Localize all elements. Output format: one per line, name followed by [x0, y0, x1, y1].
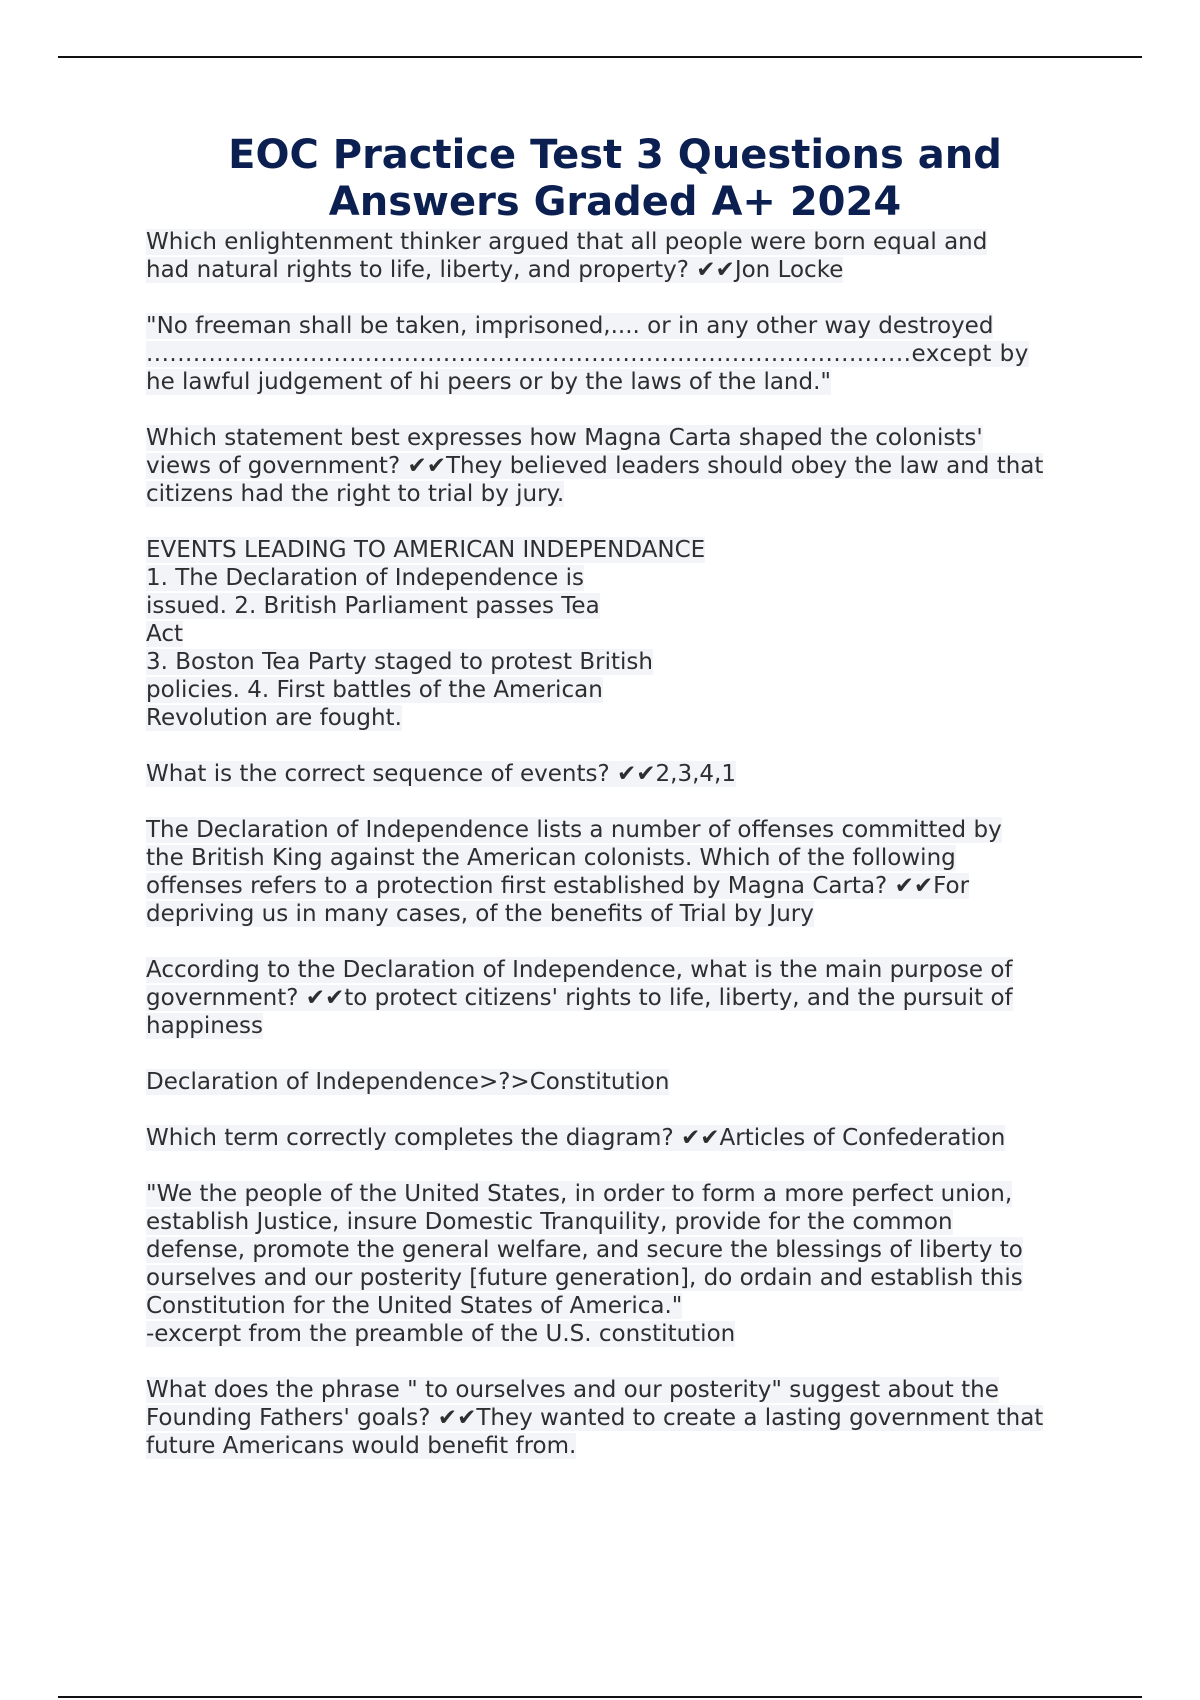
footer-rule [58, 1696, 1142, 1698]
text-line: Constitution for the United States of America." [146, 1293, 683, 1319]
list-item: issued. 2. British Parliament passes Tea [146, 593, 600, 619]
header-rule [58, 56, 1142, 58]
question-block [146, 760, 1106, 788]
question-block [146, 1124, 1106, 1152]
text-line: "No freeman shall be taken, imprisoned,.... or in any other way destroyed [146, 313, 994, 339]
text-line: ourselves and our posterity [future generation], do ordain and establish this [146, 1265, 1023, 1291]
text-line: future Americans would benefit from. [146, 1433, 577, 1459]
list-item: Act [146, 621, 183, 647]
list-item: 3. Boston Tea Party staged to protest British [146, 649, 653, 675]
text-line: ..................................................................................................except by [146, 341, 1029, 367]
text-line: had natural rights to life, liberty, and property? ✔✔Jon Locke [146, 257, 844, 283]
text-line: government? ✔✔to protect citizens' rights to life, liberty, and the pursuit of [146, 985, 1013, 1011]
list-item: policies. 4. First battles of the American [146, 677, 603, 703]
text-line: offenses refers to a protection first established by Magna Carta? ✔✔For [146, 873, 970, 899]
question-block [146, 956, 1106, 1040]
text-line: What is the correct sequence of events? ✔✔2,3,4,1 [146, 761, 736, 787]
text-line: The Declaration of Independence lists a number of offenses committed by [146, 817, 1002, 843]
text-line: Which enlightenment thinker argued that all people were born equal and [146, 229, 988, 255]
section-heading: EVENTS LEADING TO AMERICAN INDEPENDANCE [146, 537, 706, 563]
text-line: citizens had the right to trial by jury. [146, 481, 565, 507]
question-block [146, 228, 1106, 284]
text-line: According to the Declaration of Independence, what is the main purpose of [146, 957, 1013, 983]
text-line: the British King against the American colonists. Which of the following [146, 845, 956, 871]
quote-block [146, 1180, 1106, 1348]
question-block [146, 424, 1106, 508]
diagram-block [146, 1068, 1106, 1096]
text-line: he lawful judgement of hi peers or by the laws of the land." [146, 369, 831, 395]
question-block [146, 816, 1106, 928]
list-item: 1. The Declaration of Independence is [146, 565, 584, 591]
text-line: establish Justice, insure Domestic Tranquility, provide for the common [146, 1209, 953, 1235]
list-item: Revolution are fought. [146, 705, 402, 731]
events-block [146, 536, 1106, 732]
text-line: views of government? ✔✔They believed leaders should obey the law and that [146, 453, 1044, 479]
text-line: What does the phrase " to ourselves and our posterity" suggest about the [146, 1377, 999, 1403]
text-line: "We the people of the United States, in order to form a more perfect union, [146, 1181, 1013, 1207]
title-line: Answers Graded A+ 2024 [328, 179, 902, 225]
text-line: defense, promote the general welfare, and secure the blessings of liberty to [146, 1237, 1023, 1263]
title-line: EOC Practice Test 3 Questions and [228, 132, 1002, 178]
text-line: depriving us in many cases, of the benefits of Trial by Jury [146, 901, 814, 927]
quote-block [146, 312, 1106, 396]
document-body [146, 228, 1106, 1460]
text-line: -excerpt from the preamble of the U.S. constitution [146, 1321, 736, 1347]
document-title [120, 132, 1110, 226]
text-line: Declaration of Independence>?>Constitution [146, 1069, 670, 1095]
question-block [146, 1376, 1106, 1460]
text-line: happiness [146, 1013, 263, 1039]
text-line: Which term correctly completes the diagram? ✔✔Articles of Confederation [146, 1125, 1006, 1151]
text-line: Founding Fathers' goals? ✔✔They wanted to create a lasting government that [146, 1405, 1044, 1431]
text-line: Which statement best expresses how Magna Carta shaped the colonists' [146, 425, 983, 451]
